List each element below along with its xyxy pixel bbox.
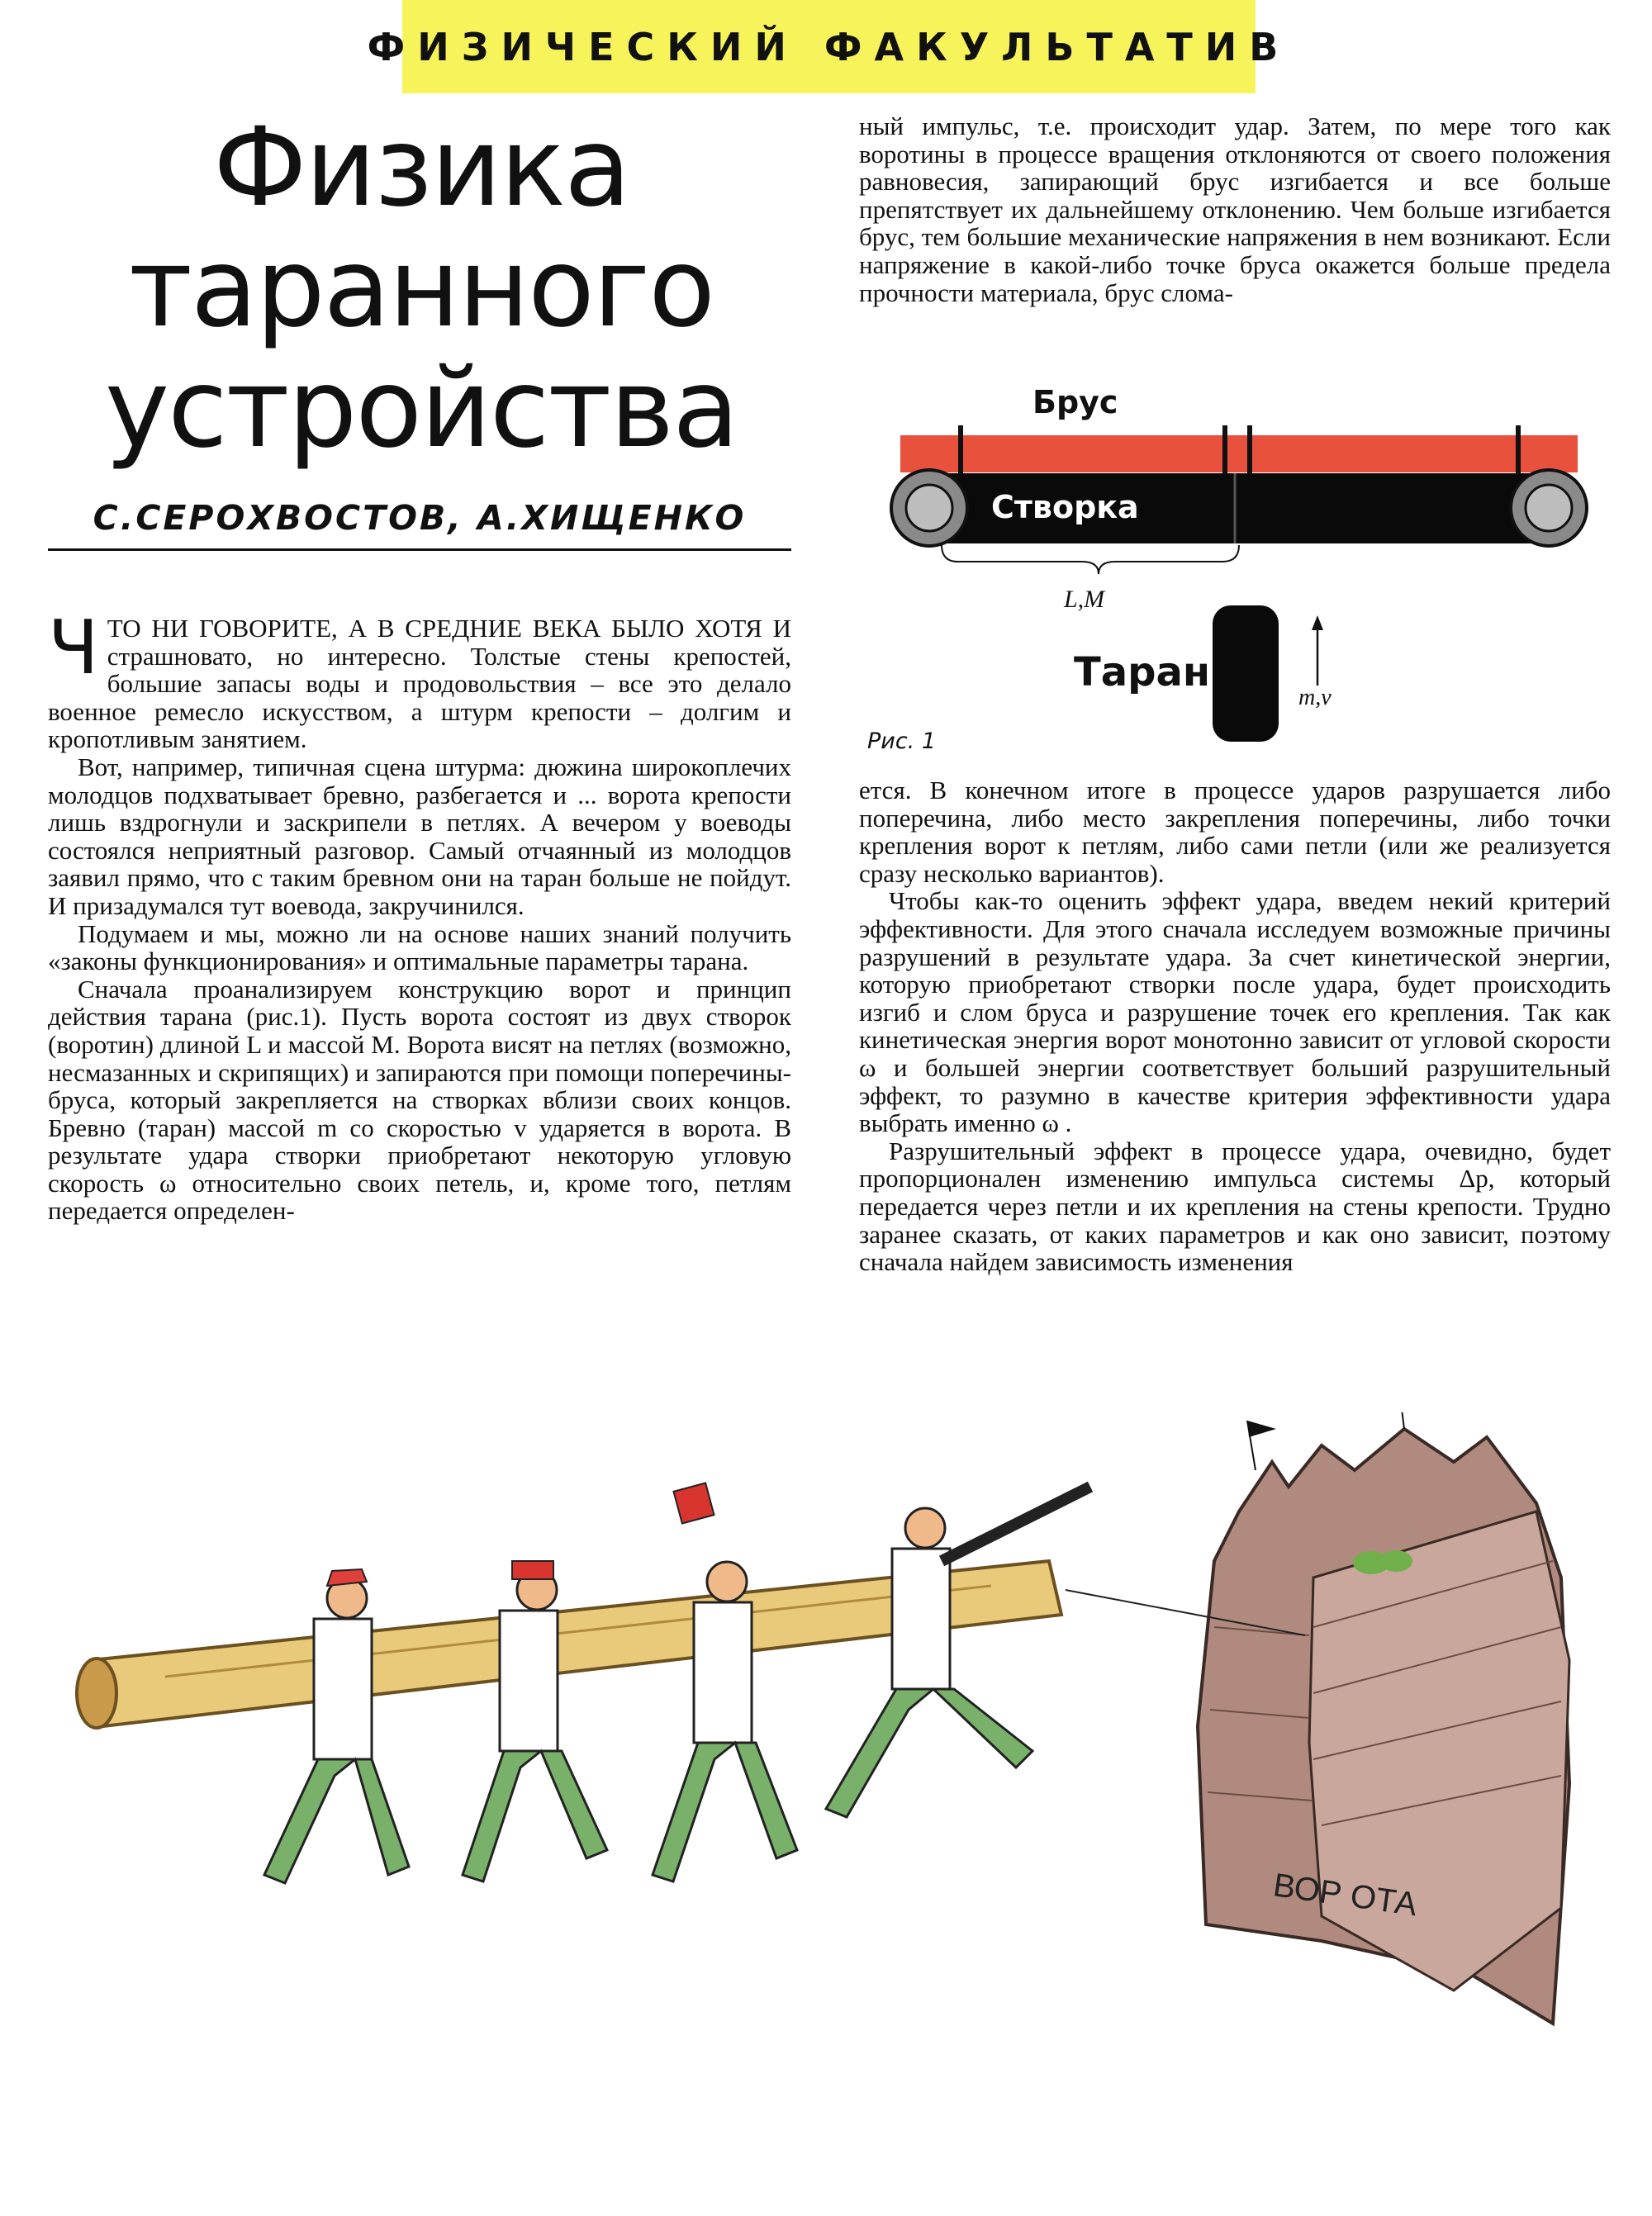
intro-text: ТО НИ ГОВОРИТЕ, А В СРЕДНИЕ ВЕКА БЫЛО ХОТЯ И страшновато, но интересно. Толстые стены крепостей, большие запасы воды и продовольствия – все это делало военное ремесло искусством, а штурм крепости – долгим и кропотливым занятием. <box>48 614 791 754</box>
beam-bar <box>900 435 1578 472</box>
soldier-3 <box>653 1483 797 1881</box>
section-header-text: ФИЗИЧЕСКИЙ ФАКУЛЬТАТИВ <box>367 24 1291 69</box>
velocity-arrow-head <box>1312 615 1323 630</box>
length-mass-label: L,M <box>1064 586 1105 613</box>
door-label: Створка <box>991 489 1139 525</box>
beam-clamp-left <box>958 425 963 477</box>
fortress <box>1198 1412 1569 2024</box>
length-brace <box>942 545 1239 574</box>
right-column-bottom <box>859 776 1611 1276</box>
gate-sign: ВОР ОТА <box>1270 1867 1420 1924</box>
right-paragraph-4: Разрушительный эффект в процессе удара, очевидно, будет пропорционален изменению импульса системы Δp, который передается через петли и их крепления на стены крепости. Трудно заранее сказать, от каких параметров и как оно зависит, поэтому сначала найдем зависимость изменения <box>859 1136 1611 1277</box>
authors: С.СЕРОХВОСТОВ, А.ХИЩЕНКО <box>93 498 747 538</box>
soldier-4 <box>826 1487 1090 1817</box>
paragraph-2: Вот, например, типичная сцена штурма: дюжина широкоплечих молодцов подхватывает бревно, разбегается и ... ворота крепости лишь вздрогнули и заскрипели в петлях. А вечером у воеводы состоялся неприятный разговор. Самый отчаянный из молодцов заявил прямо, что с таким бревном они на таран больше не пойдут. И призадумался тут воевода, закручинился. <box>48 752 791 920</box>
beam-label: Брус <box>1032 384 1118 420</box>
right-paragraph-2: ется. В конечном итоге в процессе ударов разрушается либо поперечина, либо место закрепления поперечины, либо точки крепления ворот к петлям, либо сами петли (или же реализуется сразу несколько вариантов). <box>859 776 1611 888</box>
beam-clamp-center-left <box>1222 425 1227 477</box>
battering-ram-illustration <box>0 1412 1652 2216</box>
section-header <box>367 0 1291 93</box>
left-column <box>48 605 791 1226</box>
right-column-top <box>859 112 1611 306</box>
ram-label: Таран <box>1074 649 1211 695</box>
title-line-2: таранного <box>129 225 714 352</box>
author-divider <box>48 548 791 551</box>
paragraph-3: Подумаем и мы, можно ли на основе наших знаний получить «законы функционирования» и оптимальные параметры тарана. <box>48 918 791 976</box>
right-paragraph-3: Чтобы как-то оценить эффект удара, введем некий критерий эффективности. Для этого сначала исследуем возможные причины разрушений в результате удара. За счет кинетической энергии, которую приобретают створки после удара, будет происходить изгиб и слом бруса и разрушение точек его крепления. Так как кинетическая энергия ворот монотонно зависит от угловой скорости ω и большей энергии соответствует больший разрушительный эффект, то разумно в качестве критерия эффективности удара выбрать именно ω . <box>859 886 1611 1138</box>
beam-clamp-center-right <box>1247 425 1252 477</box>
paragraph-4: Сначала проанализируем конструкцию ворот и принцип действия тарана (рис.1). Пусть ворота состоят из двух створок (воротин) длиной L и массой M. Ворота висят на петлях (возможно, несмазанных и скрипящих) и запираются при помощи поперечины-бруса, который закрепляется на створках вблизи своих концов. Бревно (таран) массой m со скоростью v ударяется в ворота. В результате удара створки приобретают некоторую угловую скорость ω относительно своих петель, и, кроме того, петлям передается определен- <box>48 974 791 1226</box>
figure-1-diagram <box>859 376 1611 764</box>
mass-velocity-label: m,v <box>1298 685 1332 710</box>
drop-cap: Ч <box>48 605 99 691</box>
article-title <box>50 104 793 472</box>
intro-paragraph <box>48 605 791 754</box>
title-line-1: Физика <box>212 104 629 231</box>
hinge-left-inner <box>906 485 952 531</box>
ram-block <box>1213 605 1279 742</box>
title-line-3: устройства <box>104 345 738 472</box>
beam-clamp-right <box>1516 425 1521 477</box>
right-paragraph-1: ный импульс, т.е. происходит удар. Затем, по мере того как воротины в процессе вращения отклоняются от своего положения равновесия, запирающий брус изгибается и все больше препятствует их дальнейшему отклонению. Чем больше изгибается брус, тем большие механические напряжения в нем возникают. Если напряжение в какой-либо точке бруса окажется больше предела прочности материала, брус слома- <box>859 112 1611 307</box>
figure-caption: Рис. 1 <box>867 728 937 754</box>
hinge-right-inner <box>1526 485 1572 531</box>
soldier-1 <box>264 1569 409 1883</box>
